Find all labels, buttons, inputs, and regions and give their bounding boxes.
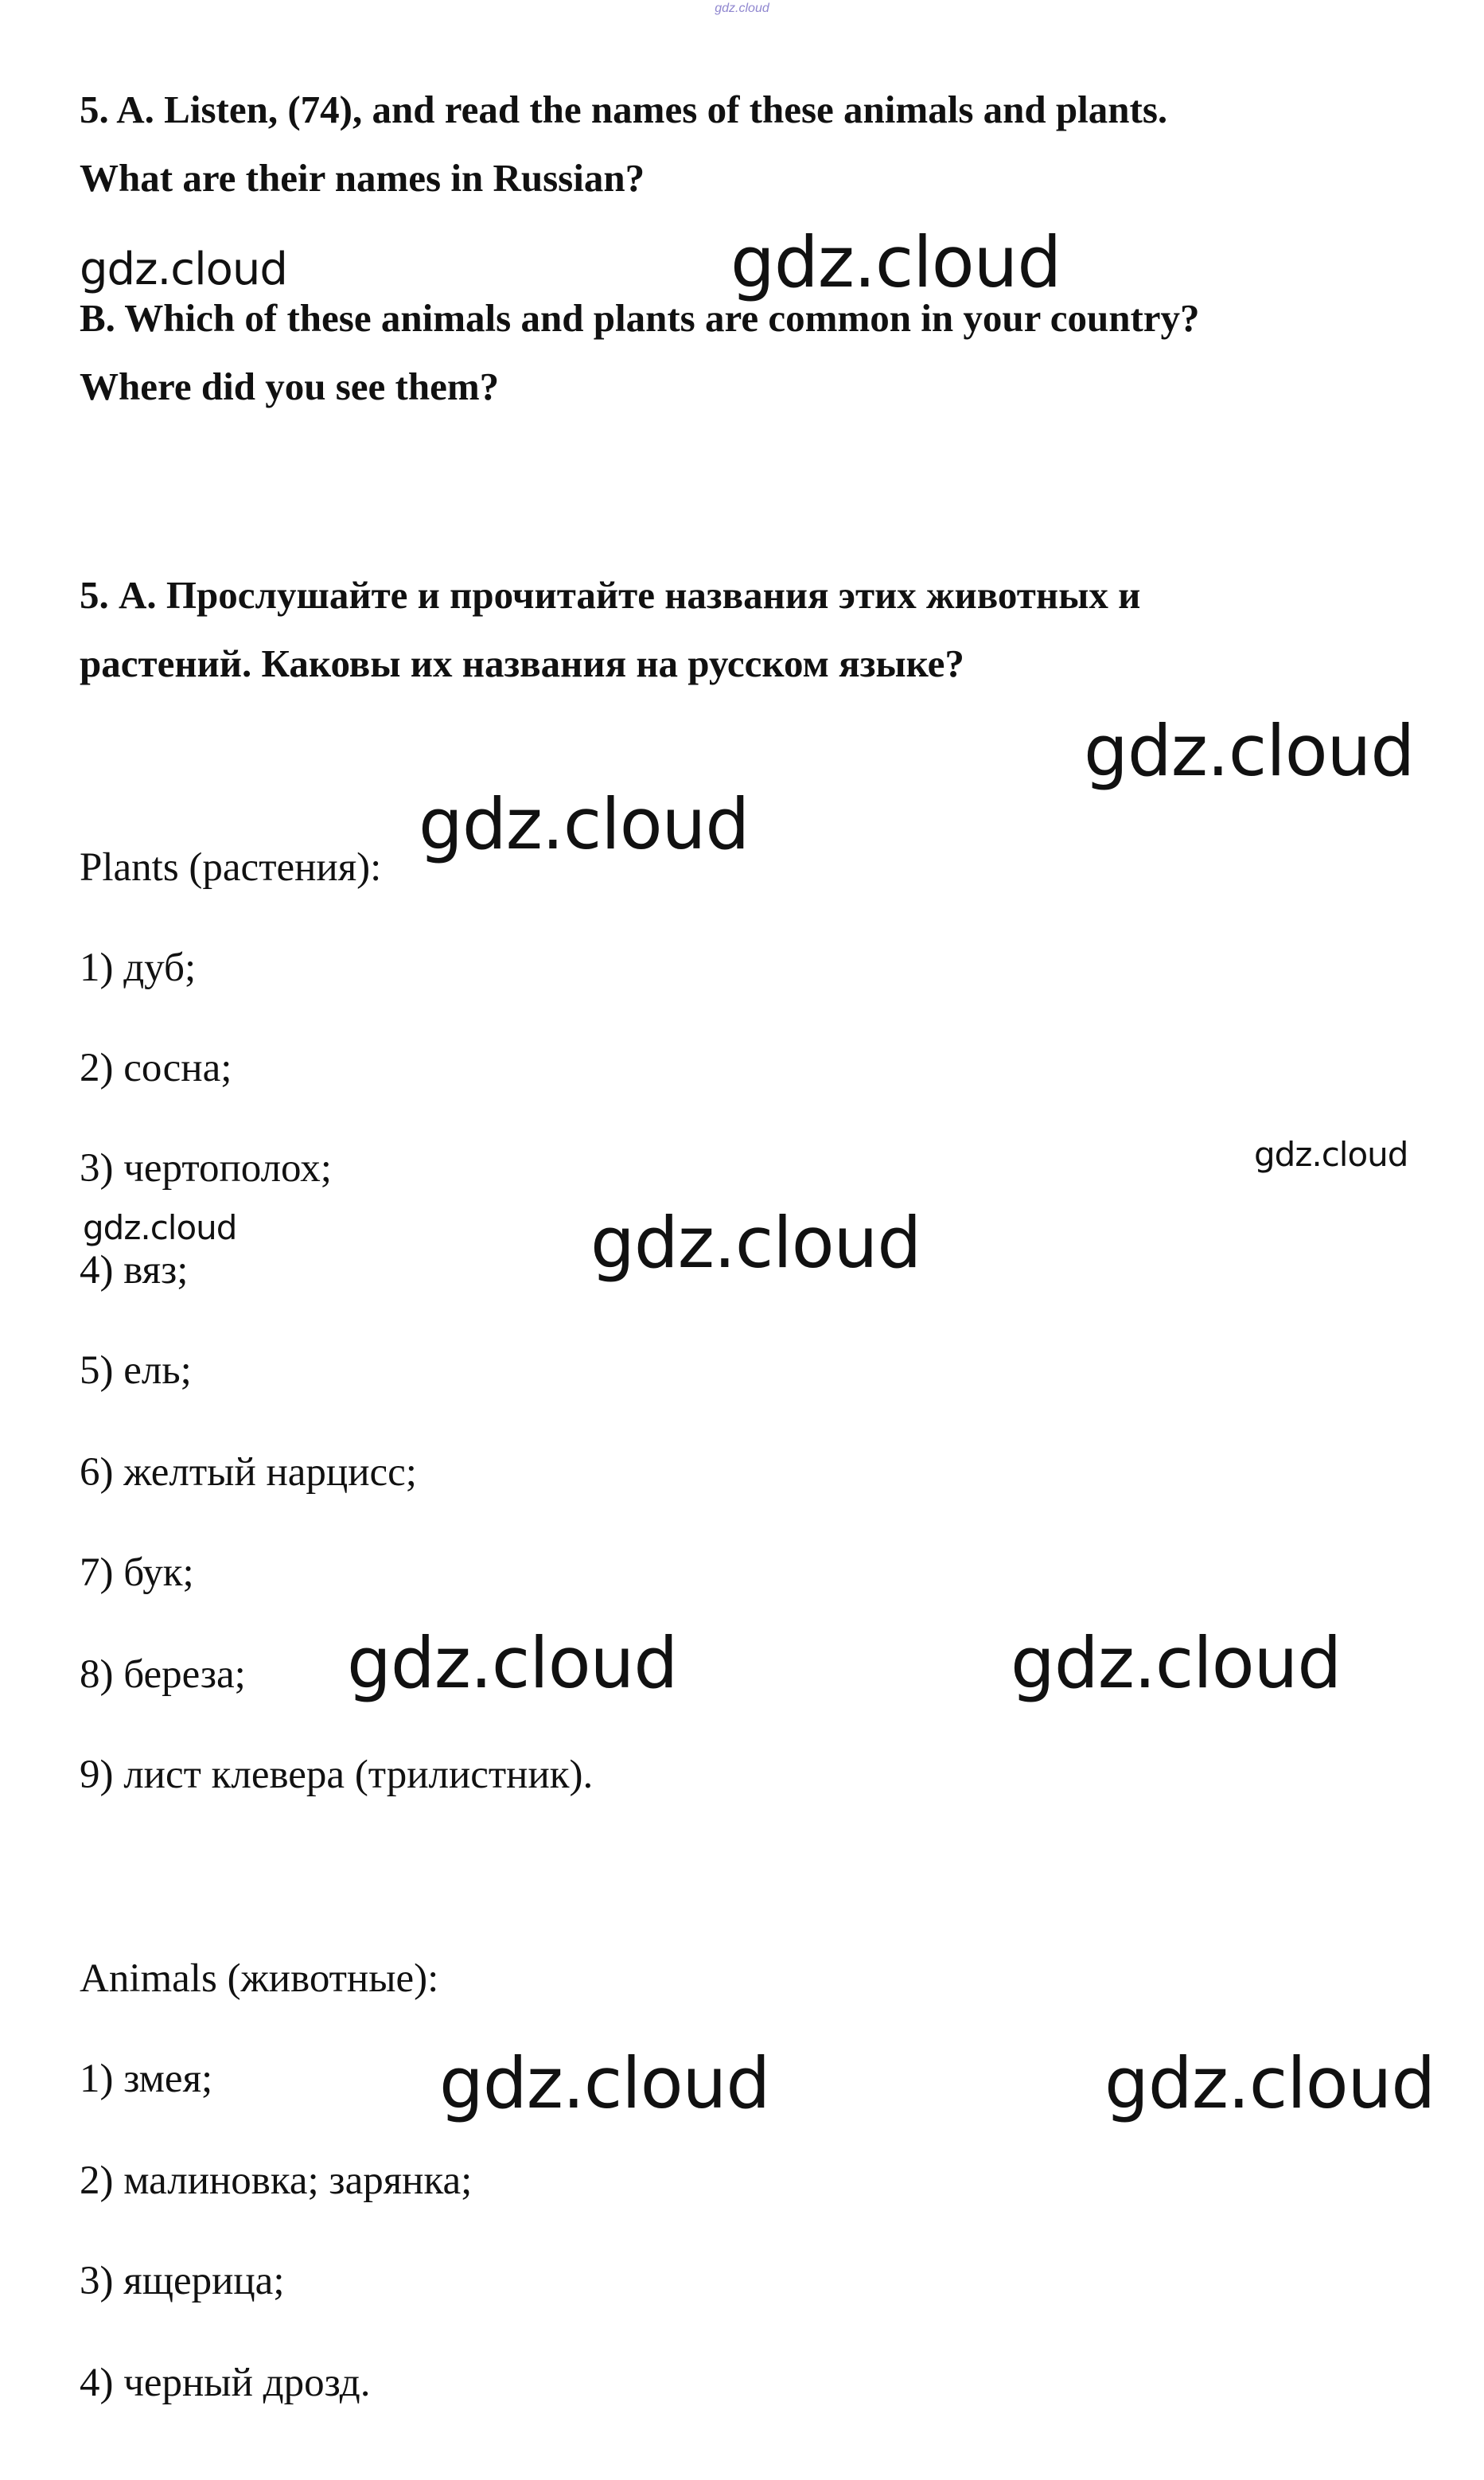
watermark: gdz.cloud — [590, 1202, 921, 1284]
watermark: gdz.cloud — [83, 1208, 237, 1247]
plant-item: 7) бук; — [80, 1550, 194, 1595]
plant-item: 1) дуб; — [80, 946, 197, 990]
animal-item: 1) змея; — [80, 2057, 213, 2101]
task-a-heading-line-1: 5. A. Listen, (74), and read the names of these animals and plants. — [80, 88, 1168, 131]
plant-item: 6) желтый нарцисс; — [80, 1450, 417, 1495]
plant-item: 5) ель; — [80, 1348, 192, 1393]
plant-item: 2) сосна; — [80, 1046, 232, 1090]
watermark: gdz.cloud — [730, 221, 1061, 303]
watermark: gdz.cloud — [1011, 1622, 1342, 1704]
top-watermark: gdz.cloud — [715, 2, 769, 15]
task-a-heading-line-2: What are their names in Russian? — [80, 156, 645, 200]
watermark: gdz.cloud — [1084, 710, 1415, 792]
watermark: gdz.cloud — [419, 783, 750, 865]
plant-item: 3) чертополох; — [80, 1146, 332, 1191]
animals-heading: Animals (животные): — [80, 1956, 439, 2001]
animal-item: 2) малиновка; зарянка; — [80, 2158, 473, 2203]
plant-item: 4) вяз; — [80, 1248, 189, 1293]
watermark: gdz.cloud — [80, 244, 287, 295]
task-ru-heading-line-2: растений. Каковы их названия на русском языке? — [80, 641, 964, 685]
animal-item: 3) ящерица; — [80, 2259, 285, 2303]
plant-item: 9) лист клевера (трилистник). — [80, 1753, 594, 1797]
plants-heading: Plants (растения): — [80, 845, 382, 890]
animal-item: 4) черный дрозд. — [80, 2361, 371, 2405]
watermark: gdz.cloud — [1254, 1135, 1408, 1174]
task-b-heading-line-2: Where did you see them? — [80, 365, 500, 408]
watermark: gdz.cloud — [439, 2042, 770, 2124]
plant-item: 8) береза; — [80, 1652, 246, 1697]
watermark: gdz.cloud — [347, 1622, 678, 1704]
task-ru-heading-line-1: 5. А. Прослушайте и прочитайте названия этих животных и — [80, 573, 1141, 617]
task-b-heading-line-1: B. Which of these animals and plants are common in your country? — [80, 296, 1200, 340]
watermark: gdz.cloud — [1104, 2042, 1435, 2124]
